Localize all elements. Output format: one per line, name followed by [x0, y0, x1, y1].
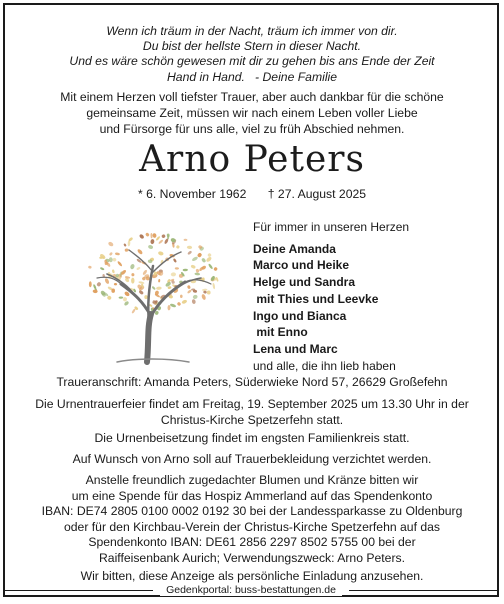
leaf — [173, 258, 177, 263]
leaf — [137, 248, 144, 255]
leaf — [194, 272, 200, 275]
donation-line: Raiffeisenbank Aurich; Verwendungszweck: Arno Peters. — [99, 550, 405, 565]
donation-line: um eine Spende für das Hospiz Ammerland auf das Spendenkonto — [71, 488, 433, 503]
memorial-portal-link[interactable]: Gedenkportal: buss-bestattungen.de — [160, 584, 342, 596]
life-dates — [0, 186, 504, 202]
leaf — [145, 232, 150, 237]
leaf — [175, 267, 179, 269]
autumn-tree-image — [77, 222, 229, 368]
leaf — [212, 283, 215, 290]
leaf — [180, 295, 183, 298]
leaf — [131, 278, 134, 284]
leaf — [123, 243, 127, 247]
leaf — [131, 308, 136, 314]
leaf — [181, 299, 187, 304]
ceremony-line: Christus-Kirche Spetzerfehn statt. — [160, 412, 344, 427]
leaf — [89, 281, 92, 287]
survivors-closing: und alle, die ihn lieb haben — [253, 358, 396, 373]
leaf — [187, 250, 192, 255]
leaf — [124, 300, 130, 306]
leaf — [148, 244, 154, 249]
survivor-name: Helge und Sandra — [253, 275, 356, 290]
leaf — [191, 299, 196, 305]
leaf — [111, 289, 115, 293]
footer-rule-right — [349, 590, 499, 591]
leaf — [123, 297, 128, 302]
leaf — [109, 257, 113, 262]
poem-line: Du bist der hellste Stern in dieser Nacht. — [142, 39, 362, 54]
leaf — [202, 288, 208, 291]
leaf — [112, 269, 115, 273]
leaf — [171, 272, 176, 276]
poem-line: Wenn ich träum in der Nacht, träum ich immer von dir. — [106, 24, 398, 38]
leaf — [130, 263, 136, 269]
leaf — [190, 264, 196, 269]
leaf — [167, 286, 171, 289]
leaf — [167, 305, 170, 311]
leaf — [112, 257, 117, 262]
leaf — [158, 279, 160, 283]
leaf — [136, 267, 141, 271]
ceremony-info — [0, 397, 504, 428]
leaf — [183, 269, 188, 272]
leaf — [187, 285, 191, 289]
leaf — [124, 248, 128, 252]
survivor-name: mit Enno — [253, 325, 308, 340]
poem — [0, 24, 504, 85]
survivor-name: Lena und Marc — [253, 341, 338, 356]
leaf — [177, 302, 182, 307]
leaf — [144, 295, 147, 299]
ceremony-line: Die Urnentrauerfeier findet am Freitag, 19. September 2025 um 13.30 Uhr in der — [35, 397, 469, 411]
deceased-name: Arno Peters — [139, 139, 365, 180]
leaf — [161, 234, 166, 239]
leaf — [100, 267, 105, 271]
leaf — [195, 269, 199, 274]
leaf — [197, 252, 203, 258]
birth-date: * 6. November 1962 — [137, 187, 247, 201]
leaf — [139, 233, 145, 239]
leaf — [138, 290, 144, 296]
leaf — [96, 281, 102, 287]
donation-line: oder für den Kirchbau-Verein der Christus-Kirche Spetzerfehn auf das — [64, 519, 440, 534]
leaf — [108, 241, 115, 247]
leaf — [151, 286, 156, 291]
leaf — [184, 239, 188, 241]
death-date: † 27. August 2025 — [267, 187, 367, 201]
leaf — [109, 252, 113, 256]
intro-line: gemeinsame Zeit, müssen wir nach einem Leben voller Liebe — [86, 106, 418, 120]
poem-line: Hand in Hand. - Deine Familie — [166, 69, 338, 84]
intro-text — [0, 89, 504, 137]
leaf — [88, 265, 92, 269]
leaf — [156, 286, 162, 290]
leaf — [192, 294, 198, 300]
leaf — [201, 257, 206, 263]
leaf — [207, 253, 212, 258]
donation-info — [0, 473, 504, 567]
poem-line: Und es wäre schön gewesen mit dir zu gehen bis ans Ende der Zeit — [69, 54, 435, 69]
leaf — [187, 289, 192, 294]
leaf — [114, 283, 117, 286]
leaf — [158, 239, 164, 244]
leaf — [152, 233, 157, 238]
survivors-list — [253, 219, 409, 374]
leaf — [119, 296, 124, 298]
leaf — [117, 261, 123, 267]
survivor-name: mit Thies und Leevke — [253, 291, 379, 306]
leaf — [158, 251, 164, 256]
leaf — [201, 294, 207, 301]
leaf — [213, 267, 218, 272]
leaf — [205, 256, 212, 263]
burial-info: Die Urnenbeisetzung findet im engsten Familienkreis statt. — [94, 431, 410, 445]
leaf — [104, 278, 110, 285]
leaf — [115, 252, 120, 255]
leaf — [170, 303, 177, 308]
leaf — [138, 281, 144, 284]
leaf — [207, 290, 211, 294]
survivor-name: Marco und Heike — [253, 258, 350, 273]
leaf — [93, 289, 98, 293]
survivors-heading: Für immer in unseren Herzen — [253, 220, 410, 234]
leaf — [176, 245, 180, 249]
footer-rule-left — [3, 590, 153, 591]
leaf — [191, 256, 198, 262]
leaf — [187, 246, 192, 250]
leaf — [150, 239, 154, 244]
leaf — [131, 273, 134, 277]
dress-code-info: Auf Wunsch von Arno soll auf Trauerbekleidung verzichtet werden. — [72, 452, 432, 466]
donation-line: IBAN: DE74 2805 0100 0002 0192 30 bei der Landessparkasse zu Oldenburg — [41, 504, 463, 519]
leaf — [150, 233, 152, 238]
donation-line: Anstelle freundlich zugedachter Blumen und Kränze bitten wir — [85, 473, 419, 487]
intro-line: und Fürsorge für uns alle, viel zu früh Abschied nehmen. — [99, 122, 405, 136]
leaf — [208, 263, 214, 269]
survivor-name: Deine Amanda — [253, 241, 336, 256]
donation-line: Spendenkonto IBAN: DE61 2856 2297 8502 5755 00 bei der — [88, 535, 416, 550]
footer — [3, 584, 499, 597]
intro-line: Mit einem Herzen voll tiefster Trauer, aber auch dankbar für die schöne — [60, 90, 444, 104]
survivor-name: Ingo und Bianca — [253, 308, 347, 323]
invitation-note: Wir bitten, diese Anzeige als persönliche Einladung anzusehen. — [80, 569, 424, 583]
mourning-address: Traueranschrift: Amanda Peters, Süderwieke Nord 57, 26629 Großefehn — [56, 375, 448, 389]
